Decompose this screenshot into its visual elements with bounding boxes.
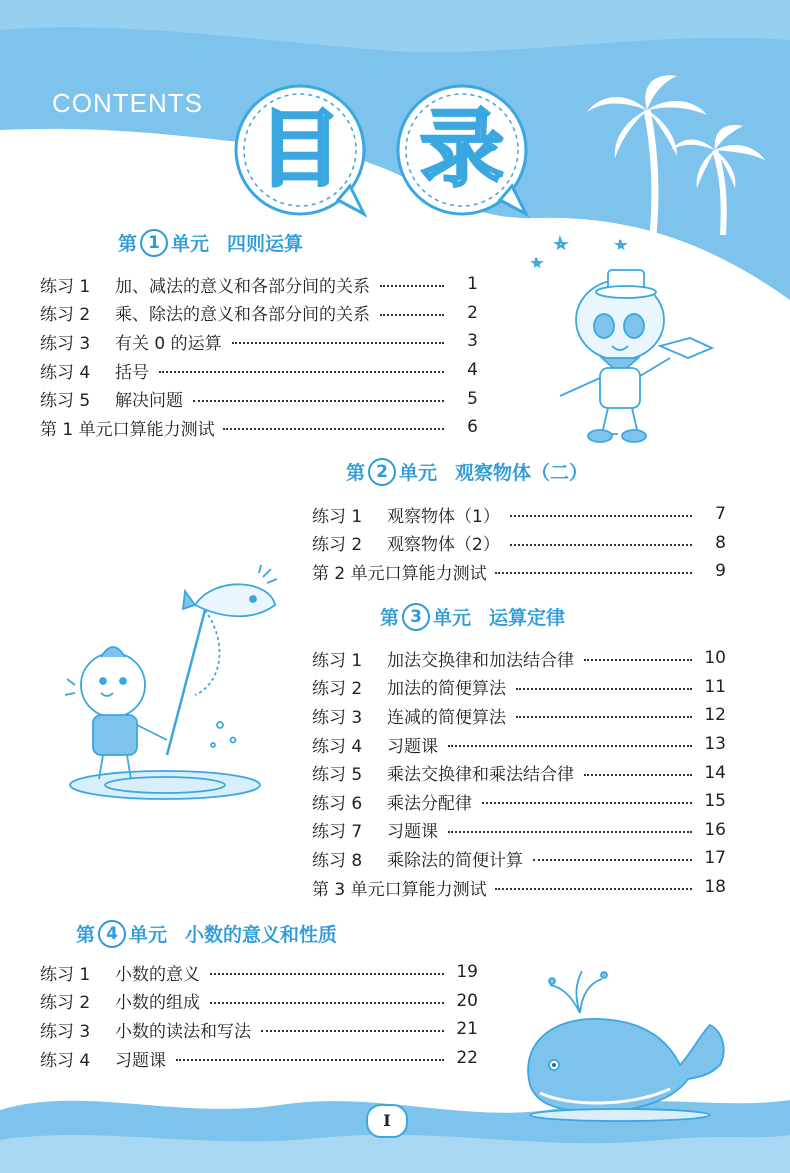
exercise-label: 练习 7: [312, 822, 363, 843]
dot-leader: [495, 572, 692, 574]
exercise-label: 练习 1: [40, 964, 91, 985]
unit-4-heading: [76, 920, 337, 950]
exercise-label: 练习 2: [312, 535, 363, 556]
dot-leader: [176, 1059, 444, 1061]
test-title: 第 1 单元口算能力测试: [40, 419, 215, 440]
unit-name: 运算定律: [489, 607, 566, 629]
page-ref: 6: [467, 417, 478, 438]
exercise-label: 练习 5: [312, 765, 363, 786]
toc-entry-test[interactable]: [312, 557, 726, 586]
exercise-label: 练习 3: [40, 1021, 91, 1042]
dot-leader: [448, 745, 692, 747]
toc-entry[interactable]: [312, 644, 726, 673]
exercise-title: 小数的读法和写法: [115, 1021, 251, 1042]
unit-2-toc: [312, 500, 726, 586]
unit-number-badge: 2: [368, 458, 396, 486]
exercise-title: 观察物体（1）: [387, 506, 500, 527]
exercise-label: 练习 6: [312, 793, 363, 814]
dot-leader: [210, 1002, 444, 1004]
toc-entry[interactable]: [40, 299, 478, 328]
dot-leader: [159, 371, 444, 373]
dot-leader: [232, 342, 444, 344]
unit-1-toc: [40, 270, 478, 442]
exercise-title: 括号: [115, 362, 149, 383]
toc-entry[interactable]: [312, 701, 726, 730]
exercise-title: 习题课: [387, 822, 438, 843]
page-ref: 3: [467, 331, 478, 352]
toc-entry[interactable]: [312, 787, 726, 816]
exercise-title: 解决问题: [115, 391, 183, 412]
palm-tree-icon: [585, 70, 785, 240]
page-ref: 1: [467, 274, 478, 295]
dot-leader: [495, 888, 692, 890]
toc-entry[interactable]: [40, 987, 478, 1016]
page-ref: 10: [704, 648, 726, 669]
dot-leader: [510, 515, 692, 517]
exercise-label: 练习 4: [40, 1050, 91, 1071]
test-title: 第 2 单元口算能力测试: [312, 563, 487, 584]
toc-entry[interactable]: [312, 816, 726, 845]
toc-entry-test[interactable]: [312, 873, 726, 902]
page-ref: 17: [704, 848, 726, 869]
exercise-title: 观察物体（2）: [387, 535, 500, 556]
unit-1-heading: [118, 229, 303, 259]
unit-number-badge: 1: [140, 229, 168, 257]
toc-entry-test[interactable]: [40, 413, 478, 442]
toc-entry[interactable]: [312, 758, 726, 787]
unit-prefix: 第: [346, 462, 366, 484]
page-ref: 4: [467, 360, 478, 381]
unit-name: 小数的意义和性质: [185, 924, 338, 946]
page-ref: 20: [456, 990, 478, 1011]
unit-suffix: 单元: [399, 462, 438, 484]
exercise-label: 练习 1: [40, 276, 91, 297]
dot-leader: [584, 774, 692, 776]
page-ref: 16: [704, 819, 726, 840]
unit-prefix: 第: [118, 233, 138, 255]
exercise-title: 小数的意义: [115, 964, 200, 985]
page-number: I: [366, 1104, 408, 1138]
toc-entry[interactable]: [312, 673, 726, 702]
unit-3-heading: [380, 603, 565, 633]
dot-leader: [380, 314, 444, 316]
exercise-title: 习题课: [115, 1050, 166, 1071]
unit-prefix: 第: [76, 924, 96, 946]
toc-entry[interactable]: [40, 958, 478, 987]
toc-entry[interactable]: [312, 529, 726, 558]
dot-leader: [533, 859, 692, 861]
title-char-2: 录: [419, 100, 504, 198]
dot-leader: [261, 1030, 444, 1032]
toc-entry[interactable]: [40, 384, 478, 413]
exercise-label: 练习 4: [40, 362, 91, 383]
unit-4-toc: [40, 958, 478, 1072]
exercise-title: 小数的组成: [115, 993, 200, 1014]
toc-entry[interactable]: [40, 1044, 478, 1073]
page-ref: 2: [467, 302, 478, 323]
unit-suffix: 单元: [129, 924, 168, 946]
toc-entry[interactable]: [40, 356, 478, 385]
toc-entry[interactable]: [40, 1015, 478, 1044]
page-ref: 8: [715, 532, 726, 553]
page-ref: 14: [704, 762, 726, 783]
page-ref: 18: [704, 877, 726, 898]
page-ref: 15: [704, 791, 726, 812]
unit-2-heading: [346, 458, 588, 488]
exercise-title: 连减的简便算法: [387, 707, 506, 728]
exercise-title: 乘法交换律和乘法结合律: [387, 765, 574, 786]
test-title: 第 3 单元口算能力测试: [312, 879, 487, 900]
unit-name: 四则运算: [227, 233, 304, 255]
page-ref: 12: [704, 705, 726, 726]
exercise-label: 练习 1: [312, 506, 363, 527]
page-ref: 13: [704, 734, 726, 755]
dot-leader: [448, 831, 692, 833]
dot-leader: [482, 802, 692, 804]
exercise-title: 乘除法的简便计算: [387, 850, 523, 871]
exercise-label: 练习 1: [312, 650, 363, 671]
exercise-title: 乘、除法的意义和各部分间的关系: [115, 305, 370, 326]
exercise-title: 加法的简便算法: [387, 679, 506, 700]
toc-entry[interactable]: [312, 844, 726, 873]
cartoon-boy-with-net-icon: [55, 565, 305, 805]
dot-leader: [584, 659, 692, 661]
exercise-label: 练习 2: [40, 305, 91, 326]
exercise-title: 加、减法的意义和各部分间的关系: [115, 276, 370, 297]
unit-suffix: 单元: [171, 233, 210, 255]
unit-3-toc: [312, 644, 726, 901]
unit-number-badge: 4: [98, 920, 126, 948]
dot-leader: [193, 400, 444, 402]
exercise-label: 练习 5: [40, 391, 91, 412]
exercise-label: 练习 2: [312, 679, 363, 700]
exercise-label: 练习 2: [40, 993, 91, 1014]
page-ref: 9: [715, 561, 726, 582]
unit-name: 观察物体（二）: [455, 462, 589, 484]
exercise-title: 习题课: [387, 736, 438, 757]
exercise-label: 练习 3: [40, 333, 91, 354]
dot-leader: [210, 973, 444, 975]
unit-suffix: 单元: [433, 607, 472, 629]
dot-leader: [380, 285, 444, 287]
contents-label: CONTENTS: [52, 88, 203, 118]
page-ref: 19: [456, 962, 478, 983]
page-ref: 5: [467, 388, 478, 409]
page-ref: 22: [456, 1048, 478, 1069]
dot-leader: [223, 428, 444, 430]
title-char-1: 目: [257, 100, 342, 198]
exercise-label: 练习 8: [312, 850, 363, 871]
toc-entry[interactable]: [312, 500, 726, 529]
dot-leader: [516, 716, 692, 718]
exercise-label: 练习 4: [312, 736, 363, 757]
page-ref: 21: [456, 1019, 478, 1040]
unit-prefix: 第: [380, 607, 400, 629]
toc-entry[interactable]: [40, 270, 478, 299]
toc-entry[interactable]: [312, 730, 726, 759]
exercise-title: 加法交换律和加法结合律: [387, 650, 574, 671]
toc-entry[interactable]: [40, 327, 478, 356]
page-ref: 11: [704, 676, 726, 697]
exercise-title: 有关 0 的运算: [115, 333, 222, 354]
cartoon-boy-reading-icon: [530, 228, 725, 453]
dot-leader: [510, 544, 692, 546]
page-ref: 7: [715, 504, 726, 525]
exercise-title: 乘法分配律: [387, 793, 472, 814]
exercise-label: 练习 3: [312, 707, 363, 728]
dot-leader: [516, 688, 692, 690]
unit-number-badge: 3: [402, 603, 430, 631]
whale-icon: [510, 965, 735, 1125]
